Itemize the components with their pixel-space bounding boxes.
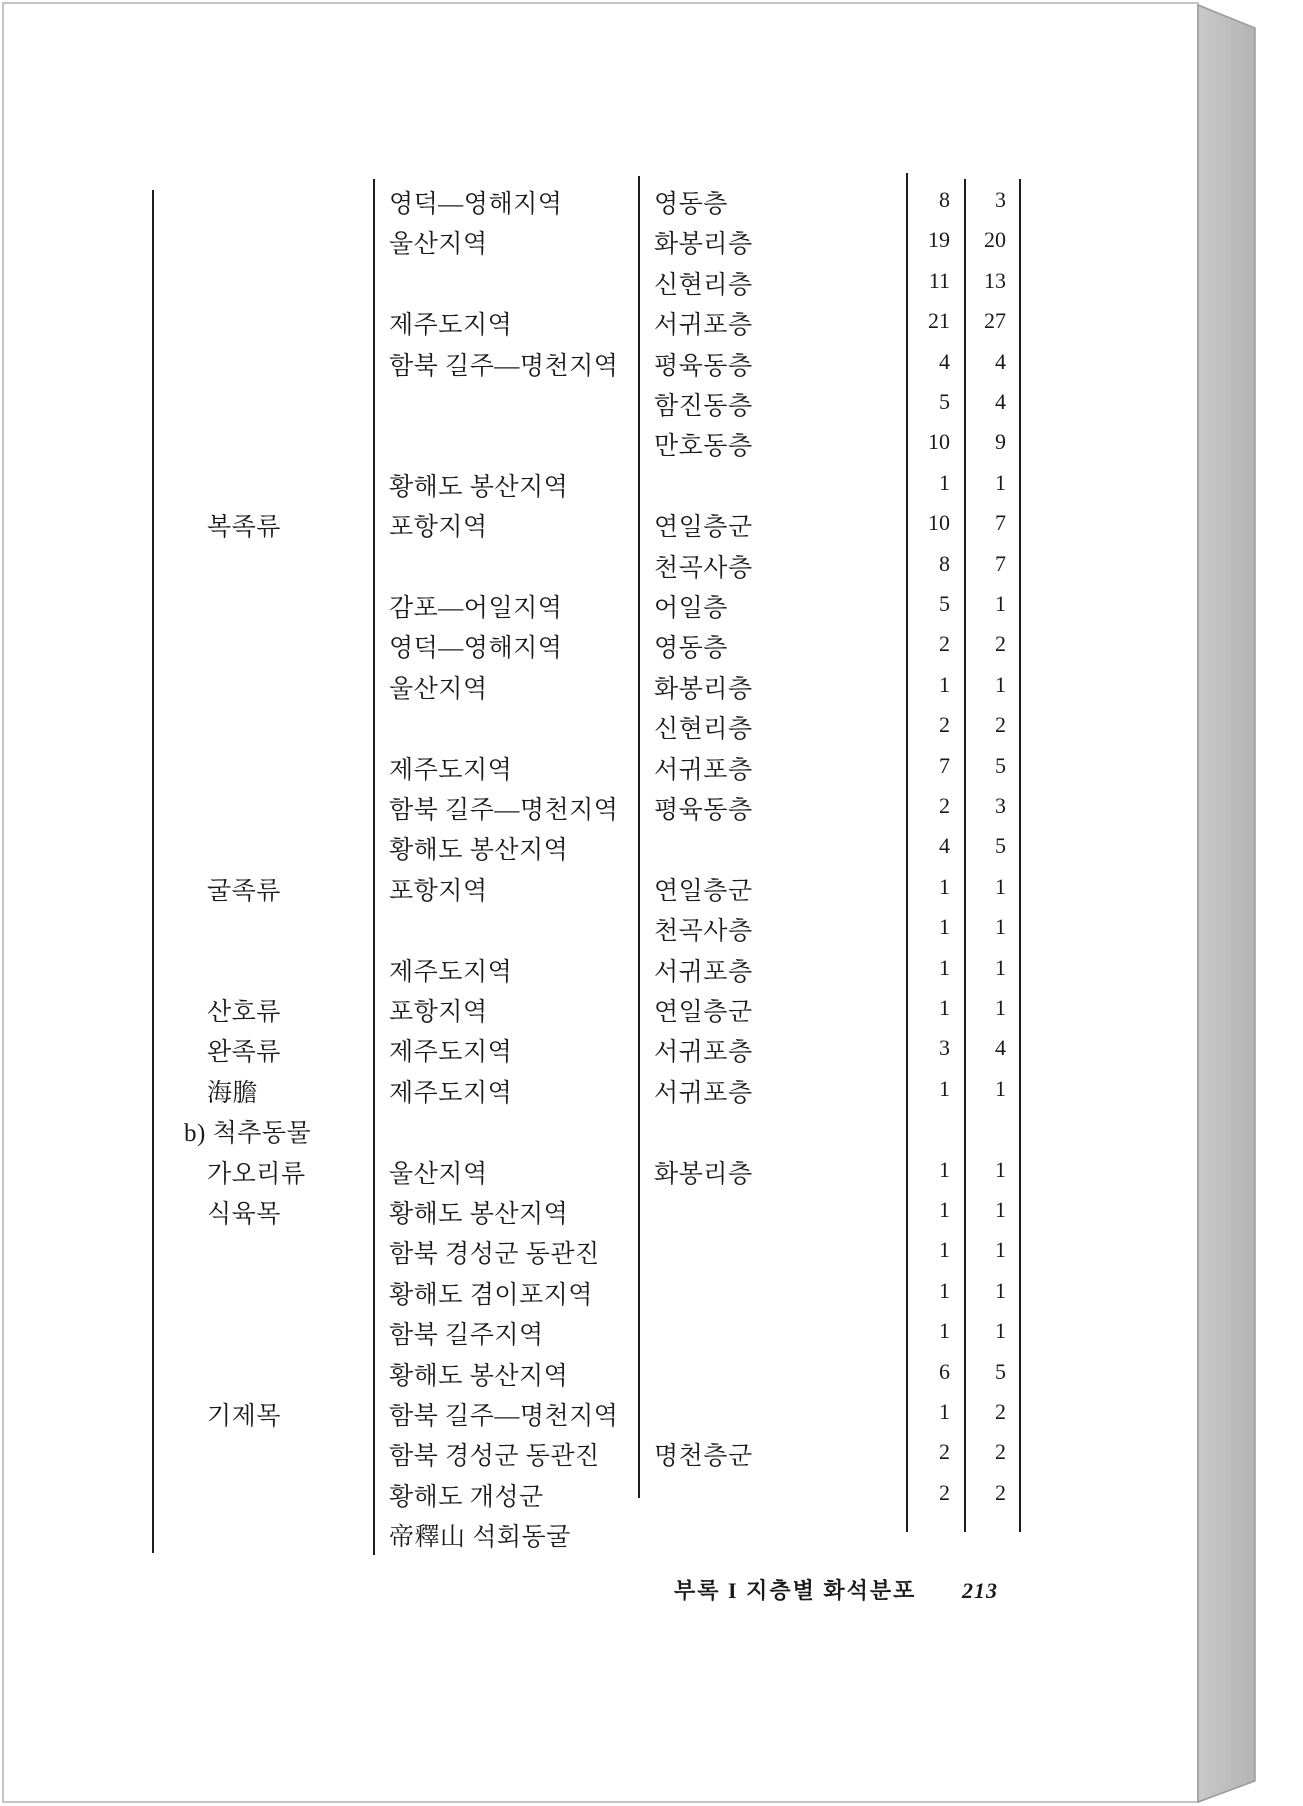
region-cell: 황해도 봉산지역 xyxy=(389,473,569,501)
count-cell-2: 1 xyxy=(995,873,1006,899)
count-cell-1: 4 xyxy=(939,348,950,374)
stratum-cell: 어일층 xyxy=(654,595,728,622)
count-cell-1: 1 xyxy=(939,1237,950,1263)
table-row xyxy=(0,1276,1303,1316)
count-cell-1: 4 xyxy=(939,833,950,859)
group-label: 완족류 xyxy=(207,1039,281,1067)
group-label: 기제목 xyxy=(207,1403,281,1430)
section-heading: b) 척추동물 xyxy=(184,1120,312,1148)
count-cell-1: 10 xyxy=(928,429,950,455)
region-cell: 함북 경성군 동관진 xyxy=(389,1443,600,1471)
group-label: 산호류 xyxy=(207,999,281,1026)
count-cell-1: 5 xyxy=(939,389,950,414)
table-row xyxy=(0,751,1303,791)
region-cell: 황해도 봉산지역 xyxy=(389,1201,569,1228)
stratum-cell: 영동층 xyxy=(654,191,728,218)
stratum-cell: 화봉리층 xyxy=(654,675,753,703)
count-cell-1: 1 xyxy=(939,1197,950,1222)
table-row xyxy=(0,629,1303,669)
table-row xyxy=(0,549,1303,589)
count-cell-1: 2 xyxy=(939,631,950,657)
region-cell: 울산지역 xyxy=(389,1160,488,1188)
group-label: 복족류 xyxy=(207,514,281,542)
table-row xyxy=(0,1074,1303,1114)
stratum-cell: 만호동층 xyxy=(654,433,753,461)
count-cell-2: 5 xyxy=(995,752,1006,778)
stratum-cell: 서귀포층 xyxy=(654,312,753,340)
count-cell-2: 13 xyxy=(984,267,1006,293)
count-cell-1: 1 xyxy=(939,671,950,697)
region-cell: 포항지역 xyxy=(389,877,488,905)
group-label: 가오리류 xyxy=(207,1160,306,1188)
table-row xyxy=(0,670,1303,710)
table-row xyxy=(0,387,1303,427)
count-cell-1: 6 xyxy=(939,1358,950,1384)
count-cell-2: 5 xyxy=(995,1358,1006,1384)
stratum-cell: 천곡사층 xyxy=(654,554,753,582)
table-row xyxy=(0,912,1303,952)
count-cell-1: 8 xyxy=(939,550,950,576)
table-row xyxy=(0,1195,1303,1235)
page-number: 213 xyxy=(962,1578,998,1603)
stratum-cell: 서귀포층 xyxy=(654,958,753,986)
count-cell-2: 1 xyxy=(995,469,1006,495)
group-label: 굴족류 xyxy=(207,877,281,905)
count-cell-1: 11 xyxy=(928,267,950,293)
region-cell: 영덕—영해지역 xyxy=(389,191,563,218)
stratum-cell: 명천층군 xyxy=(654,1443,753,1471)
count-cell-1: 1 xyxy=(939,469,950,495)
count-cell-2: 5 xyxy=(995,833,1006,859)
region-cell: 제주도지역 xyxy=(389,1079,513,1107)
count-cell-2: 4 xyxy=(995,348,1006,374)
table-row xyxy=(0,1397,1303,1437)
region-cell: 함북 길주지역 xyxy=(389,1322,544,1350)
table-row xyxy=(0,306,1303,346)
count-cell-2: 2 xyxy=(995,1439,1006,1465)
region-cell: 함북 길주—명천지역 xyxy=(389,1403,619,1430)
table-row xyxy=(0,1478,1303,1518)
table-row xyxy=(0,508,1303,548)
count-cell-1: 1 xyxy=(939,1075,950,1101)
stratum-cell: 신현리층 xyxy=(654,271,753,299)
count-cell-1: 8 xyxy=(939,187,950,212)
stratum-cell: 서귀포층 xyxy=(654,1079,753,1107)
table-row xyxy=(0,266,1303,306)
running-footer xyxy=(674,1576,1004,1606)
stratum-cell: 함진동층 xyxy=(654,393,753,420)
count-cell-1: 1 xyxy=(939,873,950,899)
table-row xyxy=(0,468,1303,508)
count-cell-2: 2 xyxy=(995,1399,1006,1424)
count-cell-2: 3 xyxy=(995,793,1006,818)
region-cell: 황해도 개성군 xyxy=(389,1483,544,1511)
count-cell-2: 2 xyxy=(995,631,1006,657)
table-row xyxy=(0,872,1303,912)
count-cell-1: 7 xyxy=(939,752,950,778)
count-cell-1: 2 xyxy=(939,712,950,738)
region-cell: 함북 길주—명천지역 xyxy=(389,797,619,824)
region-cell: 포항지역 xyxy=(389,514,488,542)
table-row xyxy=(0,347,1303,387)
region-cell: 황해도 봉산지역 xyxy=(389,837,569,865)
table-row xyxy=(0,1235,1303,1275)
stratum-cell: 평육동층 xyxy=(654,797,753,824)
count-cell-2: 1 xyxy=(995,1277,1006,1303)
table-row xyxy=(0,427,1303,467)
count-cell-1: 1 xyxy=(939,1277,950,1303)
table-row xyxy=(0,791,1303,831)
count-cell-2: 1 xyxy=(995,591,1006,616)
stratum-cell: 연일층군 xyxy=(654,877,753,905)
region-cell: 황해도 겸이포지역 xyxy=(389,1281,593,1309)
table-row xyxy=(0,710,1303,750)
table-row xyxy=(0,589,1303,629)
fossil-distribution-table xyxy=(0,185,1303,1565)
region-cell: 황해도 봉산지역 xyxy=(389,1362,569,1390)
count-cell-2: 20 xyxy=(984,227,1006,253)
region-cell: 함북 길주—명천지역 xyxy=(389,352,619,380)
table-row xyxy=(0,185,1303,225)
count-cell-1: 1 xyxy=(939,954,950,980)
group-label: 식육목 xyxy=(207,1201,281,1228)
count-cell-2: 1 xyxy=(995,1318,1006,1344)
table-row xyxy=(0,1437,1303,1477)
region-cell: 제주도지역 xyxy=(389,312,513,340)
footer-title: 부록 I 지층별 화석분포 xyxy=(674,1578,917,1603)
stratum-cell: 연일층군 xyxy=(654,514,753,542)
count-cell-1: 3 xyxy=(939,1035,950,1061)
table-row xyxy=(0,225,1303,265)
region-cell: 영덕—영해지역 xyxy=(389,635,563,663)
stratum-cell: 연일층군 xyxy=(654,999,753,1026)
count-cell-1: 1 xyxy=(939,914,950,940)
table-row xyxy=(0,1033,1303,1073)
count-cell-2: 4 xyxy=(995,389,1006,414)
region-cell: 포항지역 xyxy=(389,999,488,1026)
count-cell-1: 1 xyxy=(939,995,950,1020)
count-cell-2: 1 xyxy=(995,1197,1006,1222)
stratum-cell: 화봉리층 xyxy=(654,1160,753,1188)
count-cell-1: 1 xyxy=(939,1318,950,1344)
count-cell-2: 3 xyxy=(995,187,1006,212)
region-cell: 울산지역 xyxy=(389,231,488,259)
region-cell: 울산지역 xyxy=(389,675,488,703)
count-cell-1: 21 xyxy=(928,308,950,334)
stratum-cell: 서귀포층 xyxy=(654,1039,753,1067)
count-cell-1: 1 xyxy=(939,1399,950,1424)
count-cell-2: 1 xyxy=(995,995,1006,1020)
count-cell-1: 2 xyxy=(939,793,950,818)
count-cell-1: 19 xyxy=(928,227,950,253)
table-row xyxy=(0,1357,1303,1397)
region-cell: 감포—어일지역 xyxy=(389,595,563,622)
count-cell-2: 9 xyxy=(995,429,1006,455)
count-cell-1: 5 xyxy=(939,591,950,616)
count-cell-2: 1 xyxy=(995,1075,1006,1101)
stratum-cell: 화봉리층 xyxy=(654,231,753,259)
table-row xyxy=(0,1316,1303,1356)
count-cell-2: 7 xyxy=(995,510,1006,536)
count-cell-2: 1 xyxy=(995,954,1006,980)
table-row xyxy=(0,1155,1303,1195)
table-row xyxy=(0,993,1303,1033)
count-cell-2: 7 xyxy=(995,550,1006,576)
count-cell-1: 2 xyxy=(939,1439,950,1465)
section-heading-row xyxy=(0,1114,1303,1154)
stratum-cell: 신현리층 xyxy=(654,716,753,744)
count-cell-1: 2 xyxy=(939,1479,950,1505)
count-cell-2: 1 xyxy=(995,1156,1006,1182)
group-label: 海膽 xyxy=(207,1079,259,1107)
count-cell-1: 10 xyxy=(928,510,950,536)
count-cell-2: 1 xyxy=(995,1237,1006,1263)
region-cell: 帝釋山 석회동굴 xyxy=(389,1524,571,1552)
count-cell-2: 2 xyxy=(995,712,1006,738)
stratum-cell: 천곡사층 xyxy=(654,918,753,946)
table-row xyxy=(0,831,1303,871)
count-cell-1: 1 xyxy=(939,1156,950,1182)
region-cell: 제주도지역 xyxy=(389,958,513,986)
count-cell-2: 2 xyxy=(995,1479,1006,1505)
region-cell: 제주도지역 xyxy=(389,756,513,784)
count-cell-2: 1 xyxy=(995,671,1006,697)
stratum-cell: 서귀포층 xyxy=(654,756,753,784)
stratum-cell: 평육동층 xyxy=(654,352,753,380)
count-cell-2: 1 xyxy=(995,914,1006,940)
region-cell: 제주도지역 xyxy=(389,1039,513,1067)
count-cell-2: 4 xyxy=(995,1035,1006,1061)
table-row xyxy=(0,953,1303,993)
count-cell-2: 27 xyxy=(984,308,1006,334)
table-row xyxy=(0,1518,1303,1558)
region-cell: 함북 경성군 동관진 xyxy=(389,1241,600,1269)
stratum-cell: 영동층 xyxy=(654,635,728,663)
